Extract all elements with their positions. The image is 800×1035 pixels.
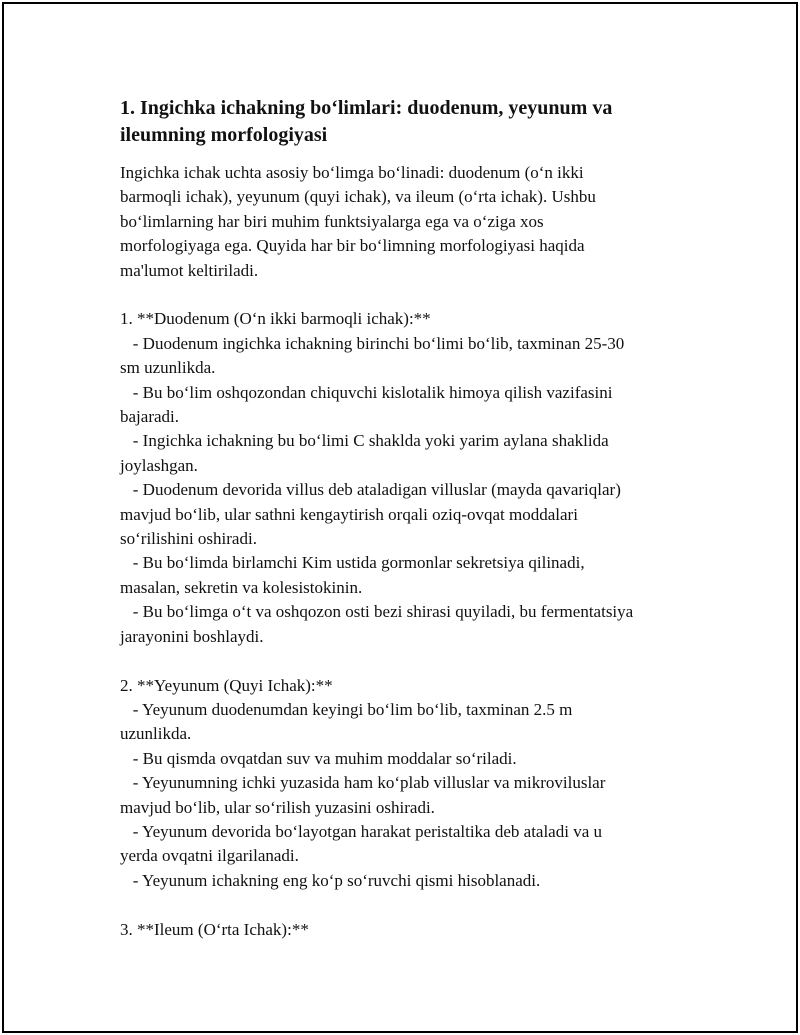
intro-paragraph xyxy=(120,161,700,283)
list-item xyxy=(120,698,700,747)
section-heading: 1. **Duodenum (O‘n ikki barmoqli ichak):** xyxy=(120,309,431,329)
list-item-line: uzunlikda. xyxy=(120,724,192,744)
document-title xyxy=(120,95,700,149)
list-item xyxy=(120,332,700,381)
list-item-line: - Bu qismda ovqatdan suv va muhim moddalar so‘riladi. xyxy=(120,748,517,768)
title-line: 1. Ingichka ichakning bo‘limlari: duodenum, yeyunum va xyxy=(120,97,613,119)
list-item-line: - Yeyunum ichakning eng ko‘p so‘ruvchi qismi hisoblanadi. xyxy=(120,870,541,890)
list-item-line: - Ingichka ichakning bu bo‘limi C shaklda yoki yarim aylana shaklida xyxy=(120,431,609,451)
list-item xyxy=(120,869,700,893)
list-item-line: jarayonini boshlaydi. xyxy=(120,626,264,646)
list-item xyxy=(120,478,700,551)
list-item-line: - Bu bo‘limda birlamchi Kim ustida gormonlar sekretsiya qilinadi, xyxy=(120,553,585,573)
list-item-line: sm uzunlikda. xyxy=(120,358,216,378)
list-item-line: - Yeyunum duodenumdan keyingi bo‘lim bo‘lib, taxminan 2.5 m xyxy=(120,699,573,719)
list-item-line: bajaradi. xyxy=(120,407,179,427)
intro-line: morfologiyaga ega. Quyida har bir bo‘limning morfologiyasi haqida xyxy=(120,236,585,256)
list-item xyxy=(120,600,700,649)
intro-line: Ingichka ichak uchta asosiy bo‘limga bo‘linadi: duodenum (o‘n ikki xyxy=(120,163,584,182)
list-item-line: so‘rilishini oshiradi. xyxy=(120,529,257,549)
list-item xyxy=(120,771,700,820)
list-item-line: - Yeyunumning ichki yuzasida ham ko‘plab villuslar va mikroviluslar xyxy=(120,773,606,793)
section-heading: 3. **Ileum (O‘rta Ichak):** xyxy=(120,919,309,939)
list-item-line: - Duodenum ingichka ichakning birinchi bo‘limi bo‘lib, taxminan 25-30 xyxy=(120,333,625,353)
section-yeyunum xyxy=(120,674,700,894)
list-item-line: - Yeyunum devorida bo‘layotgan harakat peristaltika deb ataladi va u xyxy=(120,821,602,841)
list-item xyxy=(120,747,700,771)
intro-line: bo‘limlarning har biri muhim funktsiyalarga ega va o‘ziga xos xyxy=(120,211,544,231)
section-heading: 2. **Yeyunum (Quyi Ichak):** xyxy=(120,675,333,695)
list-item xyxy=(120,381,700,430)
document-content xyxy=(120,95,700,942)
list-item-line: mavjud bo‘lib, ular so‘rilish yuzasini oshiradi. xyxy=(120,797,435,817)
list-item-line: - Bu bo‘lim oshqozondan chiquvchi kislotalik himoya qilish vazifasini xyxy=(120,382,613,402)
title-line: ileumning morfologiyasi xyxy=(120,124,328,146)
intro-line: barmoqli ichak), yeyunum (quyi ichak), va ileum (o‘rta ichak). Ushbu xyxy=(120,187,596,207)
list-item-line: yerda ovqatni ilgarilanadi. xyxy=(120,846,299,866)
list-item-line: - Duodenum devorida villus deb ataladigan villuslar (mayda qavariqlar) xyxy=(120,480,621,500)
list-item xyxy=(120,551,700,600)
list-item xyxy=(120,820,700,869)
list-item-line: masalan, sekretin va kolesistokinin. xyxy=(120,577,363,597)
intro-line: ma'lumot keltiriladi. xyxy=(120,260,259,280)
section-duodenum xyxy=(120,307,700,649)
document-page xyxy=(2,2,798,1033)
list-item-line: - Bu bo‘limga o‘t va oshqozon osti bezi shirasi quyiladi, bu fermentatsiya xyxy=(120,602,634,622)
list-item xyxy=(120,429,700,478)
section-ileum xyxy=(120,918,700,942)
list-item-line: joylashgan. xyxy=(120,455,198,475)
list-item-line: mavjud bo‘lib, ular sathni kengaytirish orqali oziq-ovqat moddalari xyxy=(120,504,578,524)
